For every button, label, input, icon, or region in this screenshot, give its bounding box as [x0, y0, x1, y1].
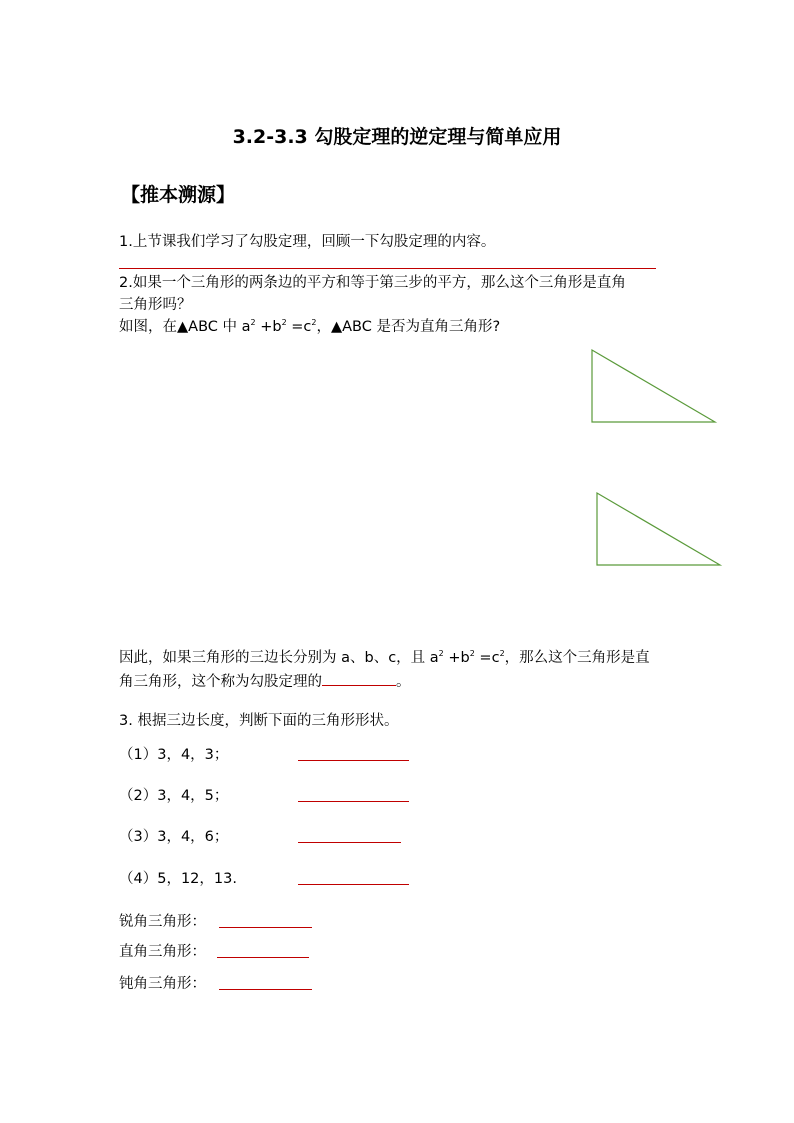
answer-line-right[interactable]: [217, 957, 309, 958]
answer-line-q3-2[interactable]: [298, 801, 409, 802]
question-2-line1: 2.如果一个三角形的两条边的平方和等于第三步的平方，那么这个三角形是直角: [119, 275, 626, 291]
answer-blank-theorem-name[interactable]: [322, 669, 396, 686]
conclusion-line1: 因此，如果三角形的三边长分别为 a、b、c，且 $a^2 +b^2 =c^2$，那么这个三角形是直: [119, 649, 650, 666]
question-2-line3: 如图，在▲ABC 中 $a^2 +b^2 =c^2$，▲ABC 是否为直角三角形?: [119, 318, 501, 335]
question-3-text: 3. 根据三边长度，判断下面的三角形形状。: [119, 713, 399, 729]
q3-item-2: （2）3，4，5；: [119, 788, 229, 804]
right-triangle-figure-1: [590, 348, 720, 428]
q3-item-1: （1）3，4，3；: [119, 747, 229, 763]
answer-line-q3-3[interactable]: [298, 842, 401, 843]
answer-line-q3-1[interactable]: [298, 760, 409, 761]
q3-item-3: （3）3，4，6；: [119, 829, 229, 845]
answer-line-obtuse[interactable]: [219, 989, 312, 990]
right-triangle-label: 直角三角形：: [119, 944, 206, 960]
question-1-text: 1.上节课我们学习了勾股定理，回顾一下勾股定理的内容。: [119, 234, 496, 250]
section-heading: 【推本溯源】: [121, 184, 236, 206]
question-2-line2: 三角形吗？: [119, 297, 192, 313]
triangle-2-shape: [597, 493, 720, 565]
triangle-1-shape: [592, 350, 715, 422]
answer-line-q1[interactable]: [119, 268, 656, 269]
answer-line-q3-4[interactable]: [298, 884, 409, 885]
obtuse-triangle-label: 钝角三角形：: [119, 976, 206, 992]
right-triangle-figure-2: [595, 491, 725, 571]
conclusion-line2: 角三角形，这个称为勾股定理的 。: [119, 669, 411, 693]
acute-triangle-label: 锐角三角形：: [119, 914, 206, 930]
q3-item-4: （4）5，12，13.: [119, 871, 237, 887]
page-title: 3.2-3.3 勾股定理的逆定理与简单应用: [232, 126, 562, 148]
answer-line-acute[interactable]: [219, 927, 312, 928]
